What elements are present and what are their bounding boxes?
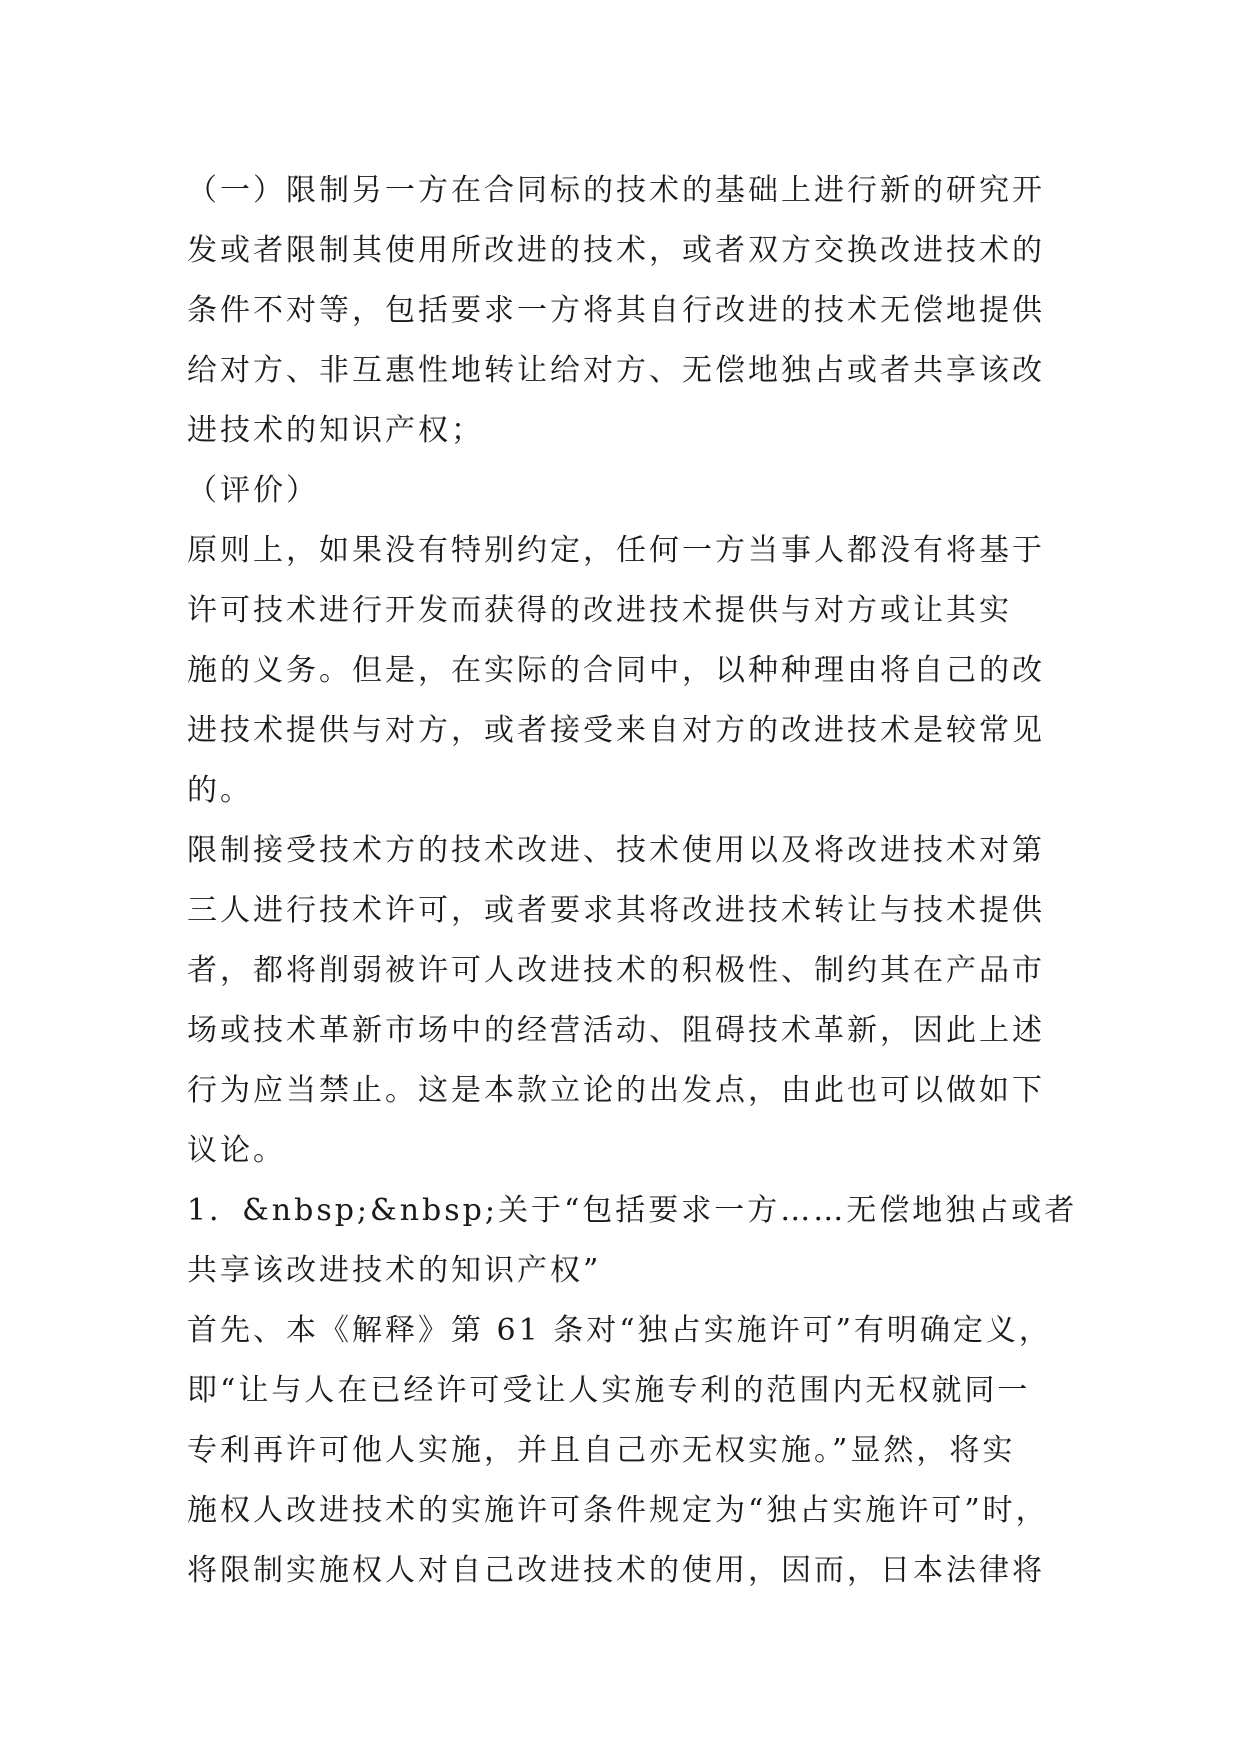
text-line: 许可技术进行开发而获得的改进技术提供与对方或让其实	[187, 593, 1012, 628]
text-line: 原则上，如果没有特别约定，任何一方当事人都没有将基于	[187, 533, 1045, 568]
text-line: 者，都将削弱被许可人改进技术的积极性、制约其在产品市	[187, 953, 1045, 988]
text-line: 条件不对等，包括要求一方将其自行改进的技术无偿地提供	[187, 293, 1045, 328]
text-line: （评价）	[187, 473, 319, 508]
text-line: 专利再许可他人实施，并且自己亦无权实施。”显然，将实	[187, 1433, 1016, 1468]
text-line: 进技术提供与对方，或者接受来自对方的改进技术是较常见	[187, 713, 1045, 748]
text-line: 即“让与人在已经许可受让人实施专利的范围内无权就同一	[187, 1373, 1031, 1408]
text-line: 施的义务。但是，在实际的合同中，以种种理由将自己的改	[187, 653, 1045, 688]
text-line: （一）限制另一方在合同标的技术的基础上进行新的研究开	[187, 173, 1045, 208]
text-line: 议论。	[187, 1133, 286, 1168]
text-line: 进技术的知识产权；	[187, 413, 484, 448]
text-line: 施权人改进技术的实施许可条件规定为“独占实施许可”时，	[187, 1493, 1049, 1528]
text-line: 行为应当禁止。这是本款立论的出发点，由此也可以做如下	[187, 1073, 1045, 1108]
text-line: 共享该改进技术的知识产权”	[187, 1253, 602, 1288]
text-line: 限制接受技术方的技术改进、技术使用以及将改进技术对第	[187, 833, 1045, 868]
text-line: 1．&nbsp;&nbsp;关于“包括要求一方……无偿地独占或者	[187, 1193, 1078, 1228]
body-text	[187, 161, 1078, 1601]
text-line: 的。	[187, 773, 253, 808]
text-line: 给对方、非互惠性地转让给对方、无偿地独占或者共享该改	[187, 353, 1045, 388]
text-line: 将限制实施权人对自己改进技术的使用，因而，日本法律将	[187, 1553, 1045, 1588]
text-line: 发或者限制其使用所改进的技术，或者双方交换改进技术的	[187, 233, 1045, 268]
text-line: 三人进行技术许可，或者要求其将改进技术转让与技术提供	[187, 893, 1045, 928]
text-line: 首先、本《解释》第 61 条对“独占实施许可”有明确定义，	[187, 1313, 1052, 1348]
text-line: 场或技术革新市场中的经营活动、阻碍技术革新，因此上述	[187, 1013, 1045, 1048]
